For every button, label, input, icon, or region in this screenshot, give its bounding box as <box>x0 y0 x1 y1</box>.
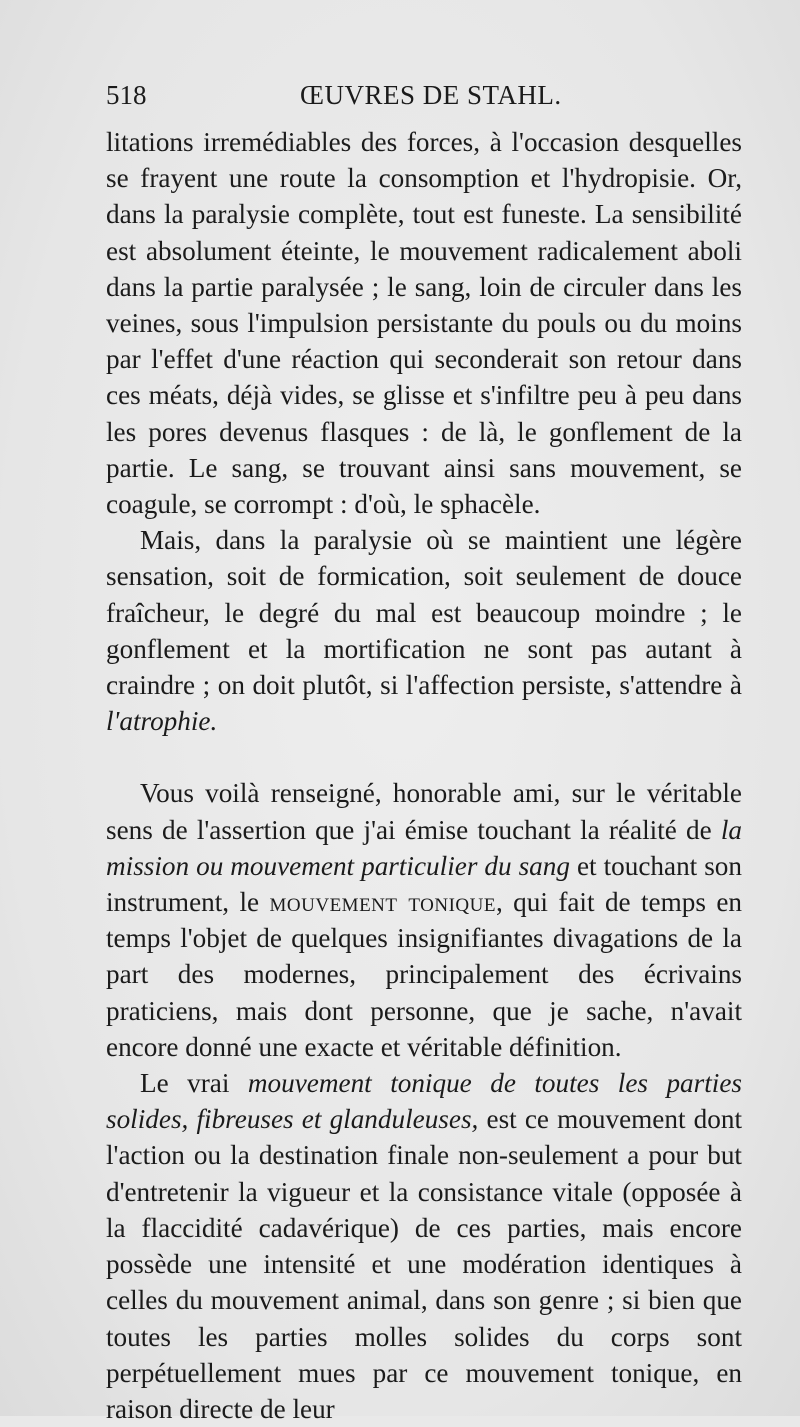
small-caps-term: mouvement tonique <box>269 887 496 918</box>
page-header <box>106 80 746 120</box>
paragraph <box>106 775 742 1065</box>
text-segment: litations irremédiables des forces, à l'occasion desquelles se frayent une route la consomption et l'hydropisie. Or, dans la paralysie complète, tout est funeste. La sensibilité est absolument éteinte, le mouvement radicalement aboli dans la partie paralysée ; le sang, loin de circuler dans les veines, sous l'impulsion persistante du pouls ou du moins par l'effet d'une réaction qui seconderait son retour dans ces méats, déjà vides, se glisse et s'infiltre peu à peu dans les pores devenus flasques : de là, le gonflement de la partie. Le sang, se trouvant ainsi sans mouvement, se coagule, se corrompt : d'où, le sphacèle. <box>106 127 742 520</box>
italic-phrase: la mission ou mouvement particulier du sang <box>106 814 742 881</box>
paragraph-continuation <box>106 124 742 522</box>
text-segment: et touchant son instrument, le <box>106 850 742 918</box>
paragraph <box>106 1065 742 1427</box>
italic-phrase: mouvement tonique de toutes les parties solides, fibreuses et glanduleuses, <box>106 1068 742 1135</box>
page-number: 518 <box>106 80 147 110</box>
text-segment: est ce mouvement dont l'action ou la destination finale non-seulement a pour but d'entretenir la vigueur et la consistance vitale (opposée à la flaccidité cadavérique) de ces parties, mais encore possède une intensité et une modération identiques à celles du mouvement animal, dans son genre ; si bien que toutes les parties molles solides du corps sont perpétuellement mues par ce mouvement tonique, en raison directe de leur <box>106 1104 742 1424</box>
body-text <box>106 124 742 1427</box>
text-segment: , qui fait de temps en temps l'objet de quelques insignifiantes divagations de la part des modernes, principalement des écrivains praticiens, mais dont personne, que je sache, n'avait encore donné une exacte et véritable définition. <box>106 887 742 1062</box>
paragraph <box>106 522 742 739</box>
text-segment: Le vrai <box>140 1068 248 1099</box>
running-title: ŒUVRES DE STAHL. <box>300 80 562 110</box>
text-segment: Vous voilà renseigné, honorable ami, sur le véritable sens de l'assertion que j'ai émise touchant la réalité de <box>106 778 742 845</box>
italic-term: l'atrophie. <box>106 706 218 737</box>
text-segment: Mais, dans la paralysie où se maintient une légère sensation, soit de formication, soit seulement de douce fraîcheur, le degré du mal est beaucoup moindre ; le gonflement et la mortification ne sont pas autant à craindre ; on doit plutôt, si l'affection persiste, s'attendre à <box>106 525 742 701</box>
